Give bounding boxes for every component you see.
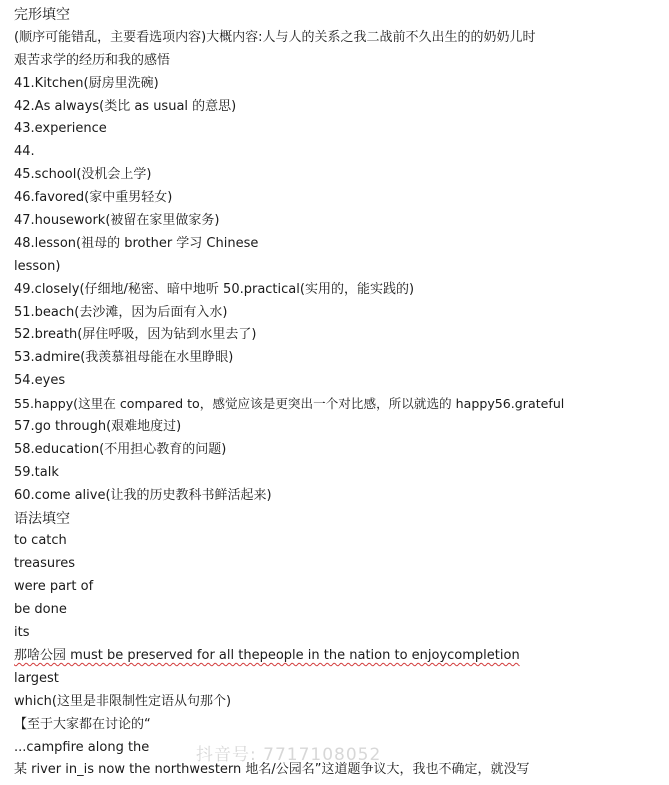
grammar-answer-3: were part of [14,579,94,595]
answer-47: 47.housework(被留在家里做家务) [14,213,220,229]
section-heading-grammar: 语法填空 [14,510,70,527]
cloze-summary-line-1: (顺序可能错乱，主要看选项内容)大概内容:人与人的关系之我二战前不久出生的的奶奶儿时 [14,29,536,45]
answer-48-continued: lesson) [14,258,61,274]
answer-53: 53.admire(我羡慕祖母能在水里睁眼) [14,350,234,366]
answer-52: 52.breath(屏住呼吸，因为钻到水里去了) [14,327,257,343]
answer-55-56: 55.happy(这里在 compared to，感觉应该是更突出一个对比感，所以就选的 happy56.grateful [14,396,565,412]
answer-42: 42.As always(类比 as usual 的意思) [14,98,237,114]
discussion-note-quote: ...campfire along the [14,739,150,755]
grammar-answer-7: largest [14,670,59,686]
answer-45: 45.school(没机会上学) [14,167,152,183]
answer-58: 58.education(不用担心教育的问题) [14,441,227,457]
grammar-answer-6: 那啥公园 must be preserved for all thepeople in the nation to enjoycompletion [14,647,520,663]
answer-48: 48.lesson(祖母的 brother 学习 Chinese [14,235,259,251]
section-heading-cloze: 完形填空 [14,7,70,23]
grammar-answer-4: be done [14,602,67,618]
grammar-answer-5: its [14,625,30,641]
answer-49-50: 49.closely(仔细地/秘密、暗中地听 50.practical(实用的，能实践的) [14,281,415,297]
answer-51: 51.beach(去沙滩，因为后面有入水) [14,304,228,320]
answer-41: 41.Kitchen(厨房里洗碗) [14,75,159,91]
answer-44: 44. [14,144,35,160]
document-body [14,4,663,782]
answer-57: 57.go through(艰难地度过) [14,419,182,435]
cloze-summary-line-2: 艰苦求学的经历和我的感悟 [14,52,171,68]
discussion-note-end: 某 river in_is now the northwestern 地名/公园名”这道题争议大，我也不确定，就没写 [14,762,530,778]
douyin-watermark: 抖音号: 7717108052 [196,745,382,765]
answer-60: 60.come alive(让我的历史教科书鲜活起来) [14,487,272,503]
answer-43: 43.experience [14,121,107,137]
grammar-answer-1: to catch [14,533,67,549]
discussion-note-open: 【至于大家都在讨论的“ [14,716,151,732]
answer-54: 54.eyes [14,373,66,389]
answer-59: 59.talk [14,464,59,480]
grammar-answer-8: which(这里是非限制性定语从句那个) [14,693,232,709]
answer-46: 46.favored(家中重男轻女) [14,190,173,206]
grammar-answer-2: treasures [14,556,75,572]
